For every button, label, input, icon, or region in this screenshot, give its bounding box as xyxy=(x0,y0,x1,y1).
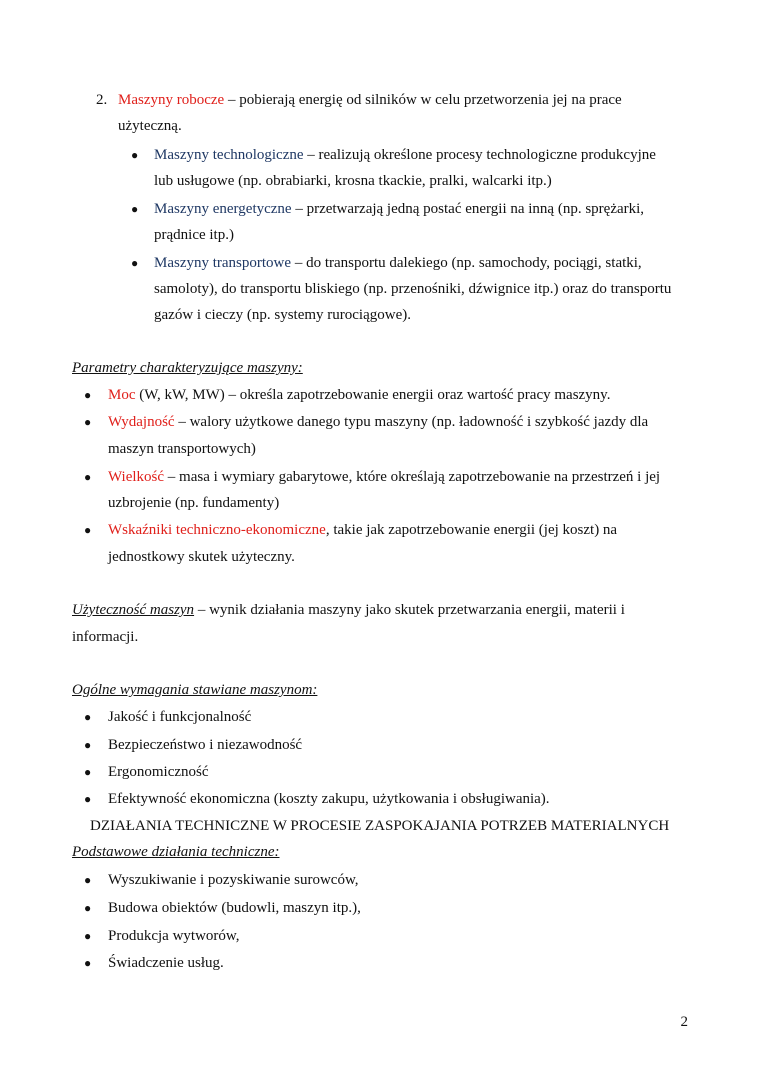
param-desc: (W, kW, MW) – określa zapotrzebowanie energii oraz wartość pracy maszyny. xyxy=(135,387,611,403)
requirement-item: Jakość i funkcjonalność xyxy=(108,709,252,725)
section2-line-1 xyxy=(118,90,622,110)
params-heading: Parametry charakteryzujące maszyny: xyxy=(72,360,303,376)
bullet-icon: ● xyxy=(84,523,92,537)
param-wskazniki-line-2: jednostkowy skutek użyteczny. xyxy=(108,549,295,565)
usefulness-line-1 xyxy=(72,600,625,620)
requirement-item: Ergonomiczność xyxy=(108,764,209,780)
usefulness-desc: – wynik działania maszyny jako skutek przetwarzania energii, materii i xyxy=(194,602,625,618)
sub-item-transportowe-line-2: samoloty), do transportu bliskiego (np. przenośniki, dźwignice itp.) oraz do transportu xyxy=(154,281,672,297)
section2-term: Maszyny robocze xyxy=(118,92,225,108)
sub-item-energetyczne xyxy=(154,199,644,219)
param-wielkosc xyxy=(108,467,660,487)
param-desc: , takie jak zapotrzebowanie energii (jej koszt) na xyxy=(325,522,618,538)
sub-item-transportowe xyxy=(154,253,642,273)
section2-number: 2. xyxy=(96,92,108,108)
param-wielkosc-line-2: uzbrojenie (np. fundamenty) xyxy=(108,495,280,511)
param-term: Wielkość xyxy=(108,469,165,485)
bullet-icon: ● xyxy=(84,873,92,887)
requirement-item: Bezpieczeństwo i niezawodność xyxy=(108,737,303,753)
requirement-item: Efektywność ekonomiczna (koszty zakupu, użytkowania i obsługiwania). xyxy=(108,791,550,807)
param-term: Wydajność xyxy=(108,414,175,430)
param-wskazniki xyxy=(108,520,617,540)
bullet-icon: ● xyxy=(131,256,139,270)
param-wydajnosc-line-2: maszyn transportowych) xyxy=(108,441,256,457)
bullet-icon: ● xyxy=(131,202,139,216)
requirements-heading: Ogólne wymagania stawiane maszynom: xyxy=(72,682,318,698)
technical-title: DZIAŁANIA TECHNICZNE W PROCESIE ZASPOKAJANIA POTRZEB MATERIALNYCH xyxy=(90,818,670,834)
technical-item: Wyszukiwanie i pozyskiwanie surowców, xyxy=(108,872,359,888)
bullet-icon: ● xyxy=(84,956,92,970)
param-moc xyxy=(108,385,610,405)
section2-desc-1: – pobierają energię od silników w celu przetworzenia jej na prace xyxy=(224,92,622,108)
bullet-icon: ● xyxy=(84,792,92,806)
sub-item-transportowe-line-3: gazów i cieczy (np. systemy rurociągowe). xyxy=(154,307,411,323)
technical-heading: Podstawowe działania techniczne: xyxy=(72,844,280,860)
usefulness-term: Użyteczność maszyn xyxy=(72,602,195,618)
param-desc: – masa i wymiary gabarytowe, które określają zapotrzebowanie na przestrzeń i jej xyxy=(164,469,661,485)
bullet-icon: ● xyxy=(84,470,92,484)
param-wydajnosc xyxy=(108,412,648,432)
param-term: Wskaźniki techniczno-ekonomiczne xyxy=(108,522,326,538)
bullet-icon: ● xyxy=(84,901,92,915)
technical-item: Budowa obiektów (budowli, maszyn itp.), xyxy=(108,900,361,916)
bullet-icon: ● xyxy=(84,710,92,724)
sub-desc: – do transportu dalekiego (np. samochody, pociągi, statki, xyxy=(291,255,642,271)
bullet-icon: ● xyxy=(84,415,92,429)
bullet-icon: ● xyxy=(84,388,92,402)
sub-item-technologiczne-line-2: lub usługowe (np. obrabiarki, krosna tkackie, pralki, walcarki itp.) xyxy=(154,173,552,189)
bullet-icon: ● xyxy=(131,148,139,162)
sub-desc: – przetwarzają jedną postać energii na inną (np. sprężarki, xyxy=(291,201,645,217)
param-desc: – walory użytkowe danego typu maszyny (np. ładowność i szybkość jazdy dla xyxy=(174,414,649,430)
sub-term: Maszyny energetyczne xyxy=(154,201,292,217)
technical-item: Świadczenie usług. xyxy=(108,955,224,971)
param-term: Moc xyxy=(108,387,136,403)
sub-desc: – realizują określone procesy technologiczne produkcyjne xyxy=(303,147,656,163)
usefulness-line-2: informacji. xyxy=(72,629,139,645)
sub-item-energetyczne-line-2: prądnice itp.) xyxy=(154,227,234,243)
page-number: 2 xyxy=(680,1014,688,1030)
technical-item: Produkcja wytworów, xyxy=(108,928,240,944)
section2-line-2: użyteczną. xyxy=(118,118,182,134)
sub-term: Maszyny transportowe xyxy=(154,255,292,271)
bullet-icon: ● xyxy=(84,929,92,943)
bullet-icon: ● xyxy=(84,765,92,779)
sub-term: Maszyny technologiczne xyxy=(154,147,304,163)
sub-item-technologiczne xyxy=(154,145,656,165)
bullet-icon: ● xyxy=(84,738,92,752)
